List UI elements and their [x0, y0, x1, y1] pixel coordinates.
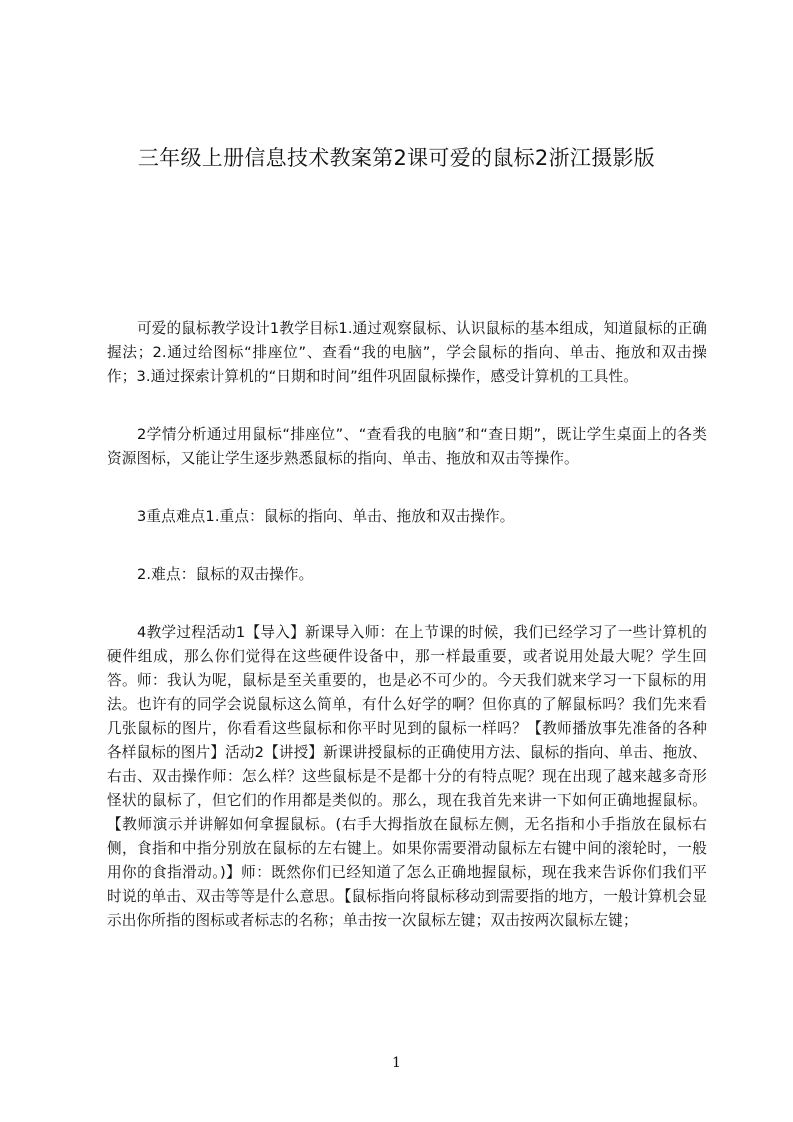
paragraph-teaching-objectives: 可爱的鼠标教学设计1教学目标1.通过观察鼠标、认识鼠标的基本组成，知道鼠标的正确握法；2.通过给图标“排座位”、查看“我的电脑”，学会鼠标的指向、单击、拖放和双击操作；3.通过探索计算机的“日期和时间”组件巩固鼠标操作，感受计算机的工具性。: [107, 320, 707, 385]
document-body: [107, 317, 707, 933]
page-number: 1: [392, 1055, 401, 1071]
paragraph-teaching-process: 4教学过程活动1【导入】新课导入师：在上节课的时候，我们已经学习了一些计算机的硬件组成，那么你们觉得在这些硬件设备中，那一样最重要，或者说用处最大呢？学生回答。师：我认为呢，鼠标是至关重要的，也是必不可少的。今天我们就来学习一下鼠标的用法。也许有的同学会说鼠标这么简单，有什么好学的啊？但你真的了解鼠标吗？我们先来看几张鼠标的图片，你看看这些鼠标和你平时见到的鼠标一样吗？【教师播放事先准备的各种各样鼠标的图片】活动2【讲授】新课讲授鼠标的正确使用方法、鼠标的指向、单击、拖放、右击、双击操作师：怎么样？这些鼠标是不是都十分的有特点呢？现在出现了越来越多奇形怪状的鼠标了，但它们的作用都是类似的。那么，现在我首先来讲一下如何正确地握鼠标。【教师演示并讲解如何拿握鼠标。(右手大拇指放在鼠标左侧，无名指和小手指放在鼠标右侧，食指和中指分别放在鼠标的左右键上。如果你需要滑动鼠标左右键中间的滚轮时，一般用你的食指滑动。)】师：既然你们已经知道了怎么正确地握鼠标，现在我来告诉你们我们平时说的单击、双击等等是什么意思。【鼠标指向将鼠标移动到需要指的地方，一般计算机会显示出你所指的图标或者标志的名称；单击按一次鼠标左键；双击按两次鼠标左键；: [107, 624, 707, 929]
paragraph-student-analysis: 2学情分析通过用鼠标“排座位”、“查看我的电脑”和“查日期”，既让学生桌面上的各类资源图标，又能让学生逐步熟悉鼠标的指向、单击、拖放和双击等操作。: [107, 426, 707, 467]
document-title: 三年级上册信息技术教案第2课可爱的鼠标2浙江摄影版: [137, 146, 656, 170]
paragraph-key-points: 3重点难点1.重点：鼠标的指向、单击、拖放和双击操作。: [137, 508, 515, 525]
paragraph-difficulty: 2.难点：鼠标的双击操作。: [137, 566, 314, 583]
